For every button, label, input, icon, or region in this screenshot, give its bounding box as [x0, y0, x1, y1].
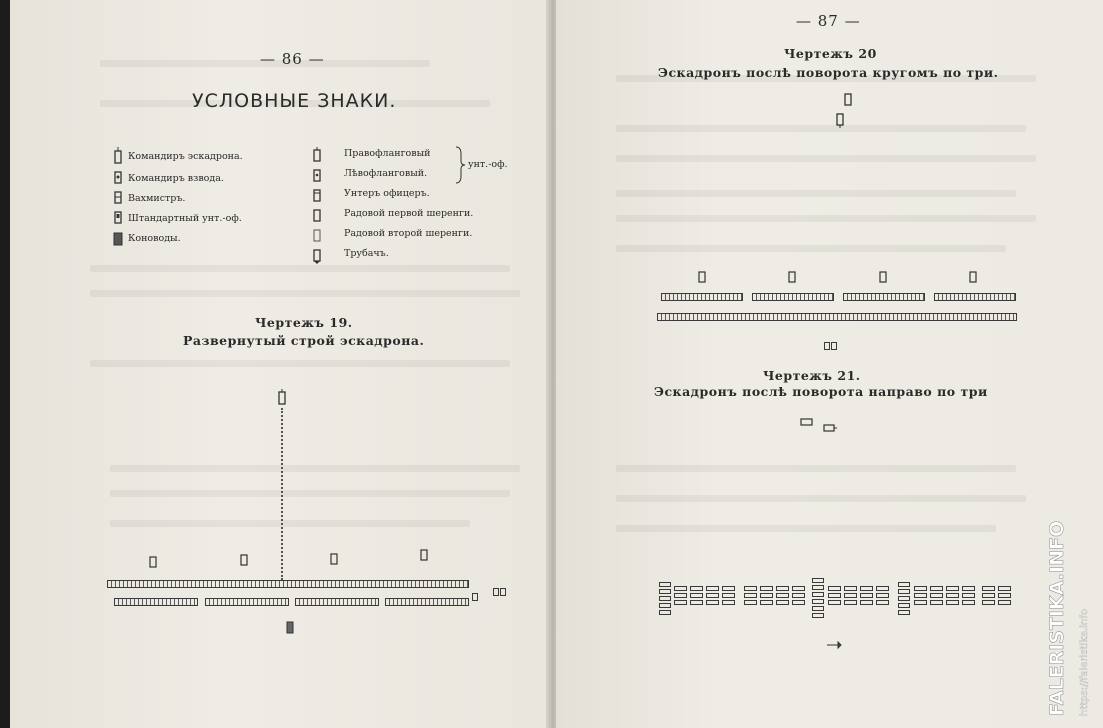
- rank-block: [831, 342, 837, 350]
- bleed-through: [110, 465, 520, 472]
- legend-item: Радовой первой шеренги.: [344, 208, 474, 219]
- file-column: [776, 586, 789, 605]
- platoon-leader-icon: [420, 548, 428, 562]
- file-column: [659, 582, 671, 615]
- bleed-through: [616, 125, 1026, 132]
- file-column: [946, 586, 959, 605]
- sergeant-major-icon: [835, 112, 845, 128]
- first-rank-segment: [843, 293, 925, 301]
- figure-21-caption: Эскадронъ послѣ поворота направо по три: [654, 384, 988, 399]
- first-rank-private-icon: [312, 207, 322, 223]
- first-rank-line: [107, 580, 469, 588]
- squadron-commander-icon: [113, 147, 123, 165]
- bleed-through: [616, 155, 1036, 162]
- file-column: [706, 586, 719, 605]
- right-page: [556, 0, 1103, 728]
- commander-marker-icon: [800, 417, 814, 427]
- file-column: [898, 582, 910, 615]
- commander-marker-icon: [843, 92, 853, 108]
- legend-item: Правофланговый: [344, 148, 431, 159]
- watermark-url: https://faleristika.info: [1079, 609, 1090, 716]
- rank-block: [500, 588, 506, 596]
- file-column: [930, 586, 943, 605]
- page-title: УСЛОВНЫЕ ЗНАКИ.: [192, 90, 397, 112]
- file-column: [812, 578, 824, 618]
- file-column: [844, 586, 857, 605]
- legend-item: Командиръ эскадрона.: [128, 151, 243, 162]
- standard-bearer-icon: [113, 209, 123, 225]
- page-number: — 87 —: [796, 12, 861, 30]
- file-column: [690, 586, 703, 605]
- sergeant-major-icon: [113, 189, 123, 205]
- platoon-leader-icon: [879, 270, 887, 284]
- file-column: [760, 586, 773, 605]
- second-rank-private-icon: [312, 227, 322, 243]
- platoon-leader-icon: [240, 553, 248, 567]
- right-flank-icon: [312, 147, 322, 163]
- file-column: [860, 586, 873, 605]
- legend-item: Штандартный унт.-оф.: [128, 213, 242, 224]
- legend-item: Лѣвофланговый.: [344, 168, 428, 179]
- commander-marker-icon: [277, 389, 287, 407]
- file-column: [792, 586, 805, 605]
- bleed-through: [90, 290, 520, 297]
- bleed-through: [90, 265, 510, 272]
- figure-20-title: Чертежъ 20: [784, 46, 877, 61]
- file-column: [828, 586, 841, 605]
- bleed-through: [616, 215, 1036, 222]
- watermark-brand: FALERISTIKA.INFO: [1046, 520, 1068, 716]
- figure-19-caption: Развернутый строй эскадрона.: [183, 333, 425, 348]
- figure-20-caption: Эскадронъ послѣ поворота кругомъ по три.: [658, 65, 999, 80]
- brace-label: унт.-оф.: [468, 159, 508, 170]
- nco-icon: [312, 187, 322, 203]
- bleed-through: [90, 360, 510, 367]
- platoon-leader-icon: [698, 270, 706, 284]
- trumpeter-icon: [826, 640, 842, 650]
- file-column: [674, 586, 687, 605]
- file-column: [998, 586, 1011, 605]
- rank-block: [824, 342, 830, 350]
- platoon-leader-icon: [330, 552, 338, 566]
- rank-block: [472, 593, 478, 601]
- first-rank-segment: [661, 293, 743, 301]
- trumpeter-icon: [312, 247, 322, 265]
- second-rank-segment: [205, 598, 289, 606]
- watermark-graphic: [1027, 520, 1099, 720]
- horse-holder-icon: [113, 229, 123, 247]
- legend-item: Вахмистръ.: [128, 193, 186, 204]
- left-flank-icon: [312, 167, 322, 183]
- bleed-through: [616, 495, 1026, 502]
- watermark: [1027, 520, 1099, 720]
- bleed-through: [110, 520, 470, 527]
- platoon-leader-icon: [969, 270, 977, 284]
- platoon-leader-icon: [149, 555, 157, 569]
- figure-21-title: Чертежъ 21.: [763, 368, 861, 383]
- file-column: [982, 586, 995, 605]
- platoon-leader-icon: [788, 270, 796, 284]
- second-rank-line: [657, 313, 1017, 321]
- legend-item: Трубачъ.: [344, 248, 389, 259]
- brace-icon: [454, 146, 466, 184]
- legend-item: Командиръ взвода.: [128, 173, 224, 184]
- bleed-through: [616, 245, 1006, 252]
- dotted-guide-line: [281, 408, 283, 580]
- bleed-through: [110, 490, 510, 497]
- bleed-through: [616, 190, 1016, 197]
- second-rank-segment: [385, 598, 469, 606]
- legend-item: Радовой второй шеренги.: [344, 228, 473, 239]
- file-column: [744, 586, 757, 605]
- left-page: [10, 0, 550, 728]
- figure-19-title: Чертежъ 19.: [255, 315, 353, 330]
- file-column: [722, 586, 735, 605]
- page-number: — 86 —: [260, 50, 325, 68]
- trumpeter-icon: [286, 620, 295, 636]
- file-column: [962, 586, 975, 605]
- rank-block: [493, 588, 499, 596]
- bleed-through: [616, 465, 1016, 472]
- file-column: [876, 586, 889, 605]
- first-rank-segment: [934, 293, 1016, 301]
- first-rank-segment: [752, 293, 834, 301]
- legend-item: Унтеръ офицеръ.: [344, 188, 430, 199]
- sergeant-major-icon: [822, 423, 838, 433]
- bleed-through: [616, 525, 996, 532]
- second-rank-segment: [295, 598, 379, 606]
- file-column: [914, 586, 927, 605]
- platoon-commander-icon: [113, 169, 123, 185]
- legend-item: Коноводы.: [128, 233, 181, 244]
- second-rank-segment: [114, 598, 198, 606]
